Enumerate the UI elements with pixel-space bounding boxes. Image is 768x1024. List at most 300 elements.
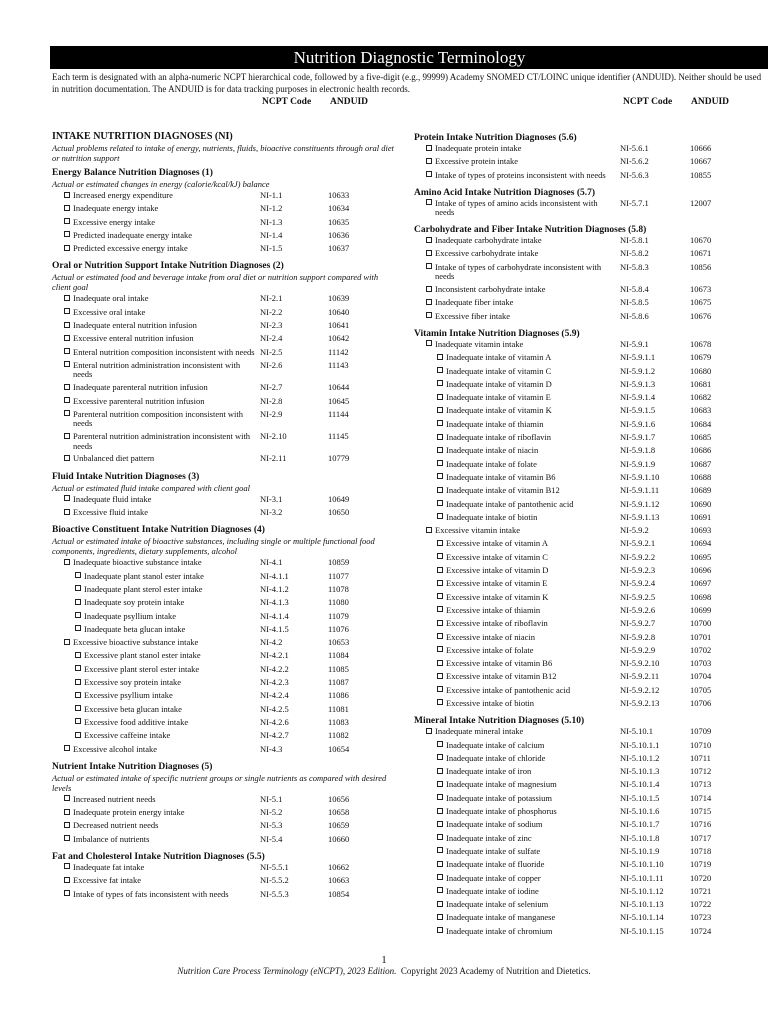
section-heading: Protein Intake Nutrition Diagnoses (5.6) <box>414 133 577 143</box>
checkbox-icon <box>437 686 443 692</box>
diagnosis-row <box>414 780 768 793</box>
diagnosis-row <box>414 834 768 847</box>
checkbox-icon <box>64 509 70 515</box>
diagnosis-label: Excessive plant stanol ester intake <box>84 650 201 661</box>
diagnosis-label: Inconsistent carbohydrate intake <box>435 284 546 295</box>
diagnosis-row <box>414 473 768 486</box>
diagnosis-label: Inadequate fluid intake <box>73 493 152 504</box>
ncpt-code: NI-5.3 <box>260 820 283 831</box>
diagnosis-label: Increased nutrient needs <box>73 793 156 804</box>
diagnosis-label: Excessive caffeine intake <box>84 730 171 741</box>
ncpt-code: NI-4.1 <box>260 557 283 568</box>
diagnosis-row <box>52 598 397 611</box>
checkbox-icon <box>64 245 70 251</box>
diagnosis-row <box>414 157 768 170</box>
anduid: 10693 <box>690 525 712 536</box>
diagnosis-row <box>52 705 397 718</box>
anduid: 10696 <box>690 565 712 576</box>
diagnosis-label: Inadequate psyllium intake <box>84 610 177 621</box>
checkbox-icon <box>64 218 70 224</box>
checkbox-icon <box>437 741 443 747</box>
diagnosis-label: Excessive intake of pantothenic acid <box>446 684 571 695</box>
ncpt-code: NI-5.8.4 <box>620 284 649 295</box>
diagnosis-label: Inadequate intake of vitamin D <box>446 378 552 389</box>
diagnosis-row <box>414 406 768 419</box>
section-description: Actual or estimated intake of specific nutrient groups or single nutrients as compared with desired levels <box>52 772 387 793</box>
ncpt-code: NI-4.1.2 <box>260 583 289 594</box>
diagnosis-row <box>414 820 768 833</box>
ncpt-code: NI-5.4 <box>260 833 283 844</box>
ncpt-code: NI-5.8.6 <box>620 310 649 321</box>
diagnosis-label: Excessive protein intake <box>435 156 519 167</box>
intro-paragraph: Each term is designated with an alpha-numeric NCPT hierarchical code, followed by a five-digit (e.g., 99999) Academy SNOMED CT/LOINC unique identifier (ANDUID). Neither should be used in nutrition documentation. The ANDUID is for data tracking purposes in electronic health records. <box>52 72 762 94</box>
ncpt-code: NI-5.9.2.8 <box>620 631 656 642</box>
diagnosis-row <box>414 513 768 526</box>
ncpt-code: NI-3.1 <box>260 493 283 504</box>
diagnosis-label: Inadequate intake of magnesium <box>446 779 557 790</box>
ncpt-code: NI-5.9.2.12 <box>620 684 660 695</box>
ncpt-code: NI-5.8.5 <box>620 297 649 308</box>
anduid: 10685 <box>690 432 712 443</box>
anduid: 10718 <box>690 845 712 856</box>
anduid: 10682 <box>690 392 712 403</box>
anduid: 10640 <box>328 306 350 317</box>
ncpt-code: NI-2.5 <box>260 346 283 357</box>
diagnosis-row <box>414 900 768 913</box>
ncpt-code: NI-5.9.2.11 <box>620 671 660 682</box>
section-heading: Vitamin Intake Nutrition Diagnoses (5.9) <box>414 328 580 339</box>
diagnosis-label: Intake of types of fats inconsistent with needs <box>73 888 229 899</box>
diagnosis-row <box>52 572 397 585</box>
section-heading: Fluid Intake Nutrition Diagnoses (3) <box>52 471 200 482</box>
diagnosis-label: Inadequate energy intake <box>73 203 159 214</box>
diagnosis-row <box>414 847 768 860</box>
anduid: 10856 <box>690 261 712 272</box>
anduid: 10642 <box>328 333 350 344</box>
anduid: 11082 <box>328 730 349 741</box>
diagnosis-row <box>414 887 768 900</box>
anduid-header: ANDUID <box>330 97 368 107</box>
ncpt-code: NI-4.2 <box>260 637 283 648</box>
ncpt-code: NI-5.10.1.2 <box>620 752 660 763</box>
ncpt-code: NI-4.1.1 <box>260 570 289 581</box>
diagnosis-label: Inadequate intake of biotin <box>446 511 538 522</box>
checkbox-icon <box>64 410 70 416</box>
diagnosis-row <box>414 460 768 473</box>
checkbox-icon <box>437 660 443 666</box>
anduid: 10636 <box>328 229 350 240</box>
ncpt-code-header: NCPT Code <box>623 97 673 107</box>
diagnosis-label: Inadequate enteral nutrition infusion <box>73 320 197 331</box>
checkbox-icon <box>437 754 443 760</box>
right-column <box>414 97 768 940</box>
diagnosis-row <box>414 754 768 767</box>
checkbox-icon <box>64 335 70 341</box>
ncpt-code: NI-5.9.2.3 <box>620 565 656 576</box>
checkbox-icon <box>437 593 443 599</box>
ncpt-code: NI-4.1.3 <box>260 597 289 608</box>
diagnosis-label: Excessive intake of vitamin D <box>446 565 549 576</box>
diagnosis-label: Excessive energy intake <box>73 216 155 227</box>
anduid: 10645 <box>328 395 350 406</box>
diagnosis-row <box>52 410 397 432</box>
diagnosis-row <box>414 171 768 184</box>
diagnosis-label: Excessive vitamin intake <box>435 525 520 536</box>
diagnosis-row <box>414 312 768 325</box>
diagnosis-row <box>52 348 397 361</box>
diagnosis-label: Intake of types of proteins inconsistent with needs <box>435 169 606 180</box>
ncpt-code: NI-5.10.1.9 <box>620 845 660 856</box>
diagnosis-row <box>52 795 397 808</box>
ncpt-code: NI-5.2 <box>260 807 283 818</box>
diagnosis-label: Inadequate intake of vitamin B12 <box>446 485 560 496</box>
diagnosis-row <box>414 927 768 940</box>
footer-copyright: Copyright 2023 Academy of Nutrition and Dietetics. <box>400 966 591 976</box>
diagnosis-row <box>52 204 397 217</box>
ncpt-code: NI-5.9.2.4 <box>620 578 656 589</box>
anduid: 10703 <box>690 658 712 669</box>
ncpt-code: NI-5.7.1 <box>620 197 649 208</box>
anduid: 10633 <box>328 190 350 200</box>
anduid: 10653 <box>328 637 350 648</box>
ncpt-code: NI-1.4 <box>260 229 283 240</box>
anduid: 10722 <box>690 899 712 910</box>
diagnosis-row <box>52 308 397 321</box>
anduid: 10710 <box>690 739 712 750</box>
diagnosis-label: Inadequate intake of copper <box>446 872 541 883</box>
diagnosis-row <box>52 651 397 664</box>
ncpt-code: NI-5.10.1.4 <box>620 779 660 790</box>
checkbox-icon <box>437 861 443 867</box>
ncpt-code: NI-5.10.1.3 <box>620 766 660 777</box>
anduid: 10683 <box>690 405 712 416</box>
diagnosis-label: Excessive intake of folate <box>446 644 534 655</box>
ncpt-code: NI-5.9.1.7 <box>620 432 656 443</box>
diagnosis-row <box>414 566 768 579</box>
ncpt-code: NI-5.5.3 <box>260 888 289 899</box>
checkbox-icon <box>437 567 443 573</box>
diagnosis-label: Inadequate intake of fluoride <box>446 859 545 870</box>
ncpt-code: NI-5.5.2 <box>260 875 289 886</box>
diagnosis-label: Inadequate parenteral nutrition infusion <box>73 382 208 393</box>
diagnosis-label: Inadequate intake of vitamin E <box>446 392 551 403</box>
diagnosis-label: Inadequate intake of sodium <box>446 819 543 830</box>
checkbox-icon <box>75 679 81 685</box>
checkbox-icon <box>437 847 443 853</box>
diagnosis-label: Inadequate intake of selenium <box>446 899 549 910</box>
ncpt-code: NI-5.9.1.6 <box>620 418 656 429</box>
checkbox-icon <box>437 887 443 893</box>
right-sections <box>414 132 768 940</box>
diagnosis-row <box>414 579 768 592</box>
diagnosis-row <box>414 486 768 499</box>
ncpt-code: NI-5.8.1 <box>620 235 649 246</box>
ncpt-code: NI-5.8.3 <box>620 261 649 272</box>
diagnosis-label: Inadequate intake of chloride <box>446 752 546 763</box>
diagnosis-label: Excessive intake of vitamin K <box>446 591 549 602</box>
anduid: 10681 <box>690 378 712 389</box>
diagnosis-row <box>414 380 768 393</box>
ncpt-code: NI-2.1 <box>260 293 283 304</box>
diagnosis-label: Inadequate mineral intake <box>435 726 524 737</box>
section-description: Actual or estimated fluid intake compared with client goal <box>52 482 250 493</box>
ncpt-code: NI-5.6.1 <box>620 143 649 153</box>
anduid: 10712 <box>690 766 712 777</box>
diagnosis-row <box>52 612 397 625</box>
checkbox-icon <box>64 433 70 439</box>
diagnosis-row <box>414 767 768 780</box>
diagnosis-row <box>52 665 397 678</box>
ncpt-code: NI-4.1.5 <box>260 623 289 634</box>
diagnosis-label: Excessive plant sterol ester intake <box>84 663 200 674</box>
anduid: 10662 <box>328 861 350 872</box>
ncpt-code: NI-4.2.3 <box>260 677 289 688</box>
anduid: 10697 <box>690 578 712 589</box>
anduid: 10639 <box>328 293 350 304</box>
diagnosis-label: Inadequate intake of sulfate <box>446 845 541 856</box>
checkbox-icon <box>437 620 443 626</box>
diagnosis-label: Excessive intake of vitamin C <box>446 551 548 562</box>
left-sections <box>52 167 397 903</box>
anduid: 10723 <box>690 912 712 923</box>
anduid: 10704 <box>690 671 712 682</box>
anduid: 10702 <box>690 644 712 655</box>
checkbox-icon <box>64 322 70 328</box>
checkbox-icon <box>75 692 81 698</box>
diagnosis-row <box>52 745 397 758</box>
checkbox-icon <box>426 237 432 243</box>
diagnosis-label: Predicted inadequate energy intake <box>73 229 193 240</box>
ncpt-code: NI-2.2 <box>260 306 283 317</box>
ncpt-code: NI-2.3 <box>260 320 283 331</box>
diagnosis-label: Excessive intake of vitamin E <box>446 578 548 589</box>
anduid: 10690 <box>690 498 712 509</box>
diagnosis-label: Inadequate intake of niacin <box>446 445 539 456</box>
diagnosis-label: Excessive parenteral nutrition infusion <box>73 395 205 406</box>
checkbox-icon <box>64 745 70 751</box>
diagnosis-label: Inadequate intake of pantothenic acid <box>446 498 574 509</box>
checkbox-icon <box>75 612 81 618</box>
checkbox-icon <box>437 606 443 612</box>
diagnosis-label: Inadequate intake of vitamin B6 <box>446 471 556 482</box>
diagnosis-label: Excessive oral intake <box>73 306 146 317</box>
checkbox-icon <box>437 447 443 453</box>
ncpt-code: NI-1.2 <box>260 203 283 214</box>
ncpt-code: NI-5.6.2 <box>620 156 649 167</box>
diagnosis-label: Excessive fluid intake <box>73 507 149 518</box>
diagnosis-row <box>414 263 768 285</box>
column-headers <box>52 97 397 111</box>
anduid: 10676 <box>690 310 712 321</box>
checkbox-icon <box>437 808 443 814</box>
diagnosis-row <box>52 361 397 383</box>
anduid: 10700 <box>690 618 712 629</box>
checkbox-icon <box>437 673 443 679</box>
ncpt-code-header: NCPT Code <box>262 97 312 107</box>
checkbox-icon <box>426 171 432 177</box>
diagnosis-label: Inadequate intake of chromium <box>446 925 553 936</box>
ncpt-code: NI-2.8 <box>260 395 283 406</box>
diagnosis-label: Decreased nutrient needs <box>73 820 159 831</box>
diagnosis-row <box>52 294 397 307</box>
diagnosis-label: Excessive intake of thiamin <box>446 604 541 615</box>
diagnosis-row <box>414 433 768 446</box>
checkbox-icon <box>75 572 81 578</box>
checkbox-icon <box>64 809 70 815</box>
anduid: 10701 <box>690 631 712 642</box>
diagnosis-label: Inadequate beta glucan intake <box>84 623 186 634</box>
diagnosis-label: Inadequate intake of iodine <box>446 885 539 896</box>
section-heading: Nutrient Intake Nutrition Diagnoses (5) <box>52 761 213 772</box>
diagnosis-label: Inadequate intake of thiamin <box>446 418 544 429</box>
diagnosis-label: Inadequate intake of phosphorus <box>446 806 557 817</box>
ncpt-code: NI-4.2.1 <box>260 650 289 661</box>
checkbox-icon <box>426 527 432 533</box>
diagnosis-row <box>52 678 397 691</box>
ncpt-code: NI-5.9.1.11 <box>620 485 660 496</box>
ncpt-code: NI-5.9.2.9 <box>620 644 656 655</box>
anduid: 11142 <box>328 346 349 357</box>
ncpt-code: NI-5.9.1.8 <box>620 445 656 456</box>
ncpt-code: NI-5.9.1.12 <box>620 498 660 509</box>
ncpt-code: NI-4.2.7 <box>260 730 289 741</box>
ncpt-code: NI-5.10.1 <box>620 726 654 737</box>
checkbox-icon <box>75 665 81 671</box>
anduid: 10695 <box>690 551 712 562</box>
diagnosis-label: Excessive alcohol intake <box>73 743 158 754</box>
anduid: 10658 <box>328 807 350 818</box>
ncpt-code: NI-5.10.1.5 <box>620 792 660 803</box>
diagnosis-row <box>52 718 397 731</box>
diagnosis-row <box>414 672 768 685</box>
anduid: 10673 <box>690 284 712 295</box>
anduid: 10680 <box>690 365 712 376</box>
checkbox-icon <box>64 205 70 211</box>
anduid: 10649 <box>328 493 350 504</box>
checkbox-icon <box>64 384 70 390</box>
anduid: 11084 <box>328 650 349 661</box>
ncpt-code: NI-5.9.1.2 <box>620 365 656 376</box>
anduid: 10686 <box>690 445 712 456</box>
diagnosis-row <box>414 420 768 433</box>
anduid: 11085 <box>328 663 349 674</box>
anduid: 10717 <box>690 832 712 843</box>
checkbox-icon <box>426 728 432 734</box>
diagnosis-row <box>52 495 397 508</box>
anduid: 10659 <box>328 820 350 831</box>
checkbox-icon <box>426 199 432 205</box>
diagnosis-label: Enteral nutrition administration inconsistent with needs <box>73 359 241 380</box>
diagnosis-row <box>414 807 768 820</box>
checkbox-icon <box>426 145 432 151</box>
anduid: 10656 <box>328 793 350 804</box>
diagnosis-row <box>414 913 768 926</box>
diagnosis-row <box>414 874 768 887</box>
diagnosis-row <box>414 606 768 619</box>
diagnosis-row <box>414 646 768 659</box>
ncpt-code: NI-5.6.3 <box>620 169 649 180</box>
diagnosis-row <box>52 731 397 744</box>
checkbox-icon <box>75 599 81 605</box>
anduid: 10719 <box>690 859 712 870</box>
anduid: 10634 <box>328 203 350 214</box>
anduid: 11145 <box>328 431 349 442</box>
section-heading: Oral or Nutrition Support Intake Nutrition Diagnoses (2) <box>52 261 284 272</box>
checkbox-icon <box>437 460 443 466</box>
diagnosis-label: Parenteral nutrition administration inconsistent with needs <box>73 431 251 451</box>
diagnosis-label: Excessive intake of niacin <box>446 631 535 642</box>
diagnosis-label: Enteral nutrition composition inconsistent with needs <box>73 346 255 357</box>
anduid: 10687 <box>690 458 712 469</box>
ncpt-code: NI-5.9.1.1 <box>620 352 656 363</box>
checkbox-icon <box>437 901 443 907</box>
ncpt-code: NI-2.9 <box>260 408 283 419</box>
ncpt-code: NI-5.9.2.5 <box>620 591 656 602</box>
ncpt-code: NI-5.10.1.7 <box>620 819 660 830</box>
checkbox-icon <box>64 890 70 896</box>
checkbox-icon <box>437 354 443 360</box>
diagnosis-label: Inadequate fat intake <box>73 861 145 872</box>
ncpt-code: NI-1.5 <box>260 243 283 254</box>
diagnosis-label: Excessive beta glucan intake <box>84 703 182 714</box>
checkbox-icon <box>75 718 81 724</box>
checkbox-icon <box>437 513 443 519</box>
checkbox-icon <box>437 580 443 586</box>
checkbox-icon <box>437 367 443 373</box>
ncpt-code: NI-5.10.1.1 <box>620 739 660 750</box>
checkbox-icon <box>437 434 443 440</box>
diagnosis-row <box>52 808 397 821</box>
checkbox-icon <box>64 361 70 367</box>
anduid: 10679 <box>690 352 712 363</box>
anduid: 10711 <box>690 752 711 763</box>
major-heading: INTAKE NUTRITION DIAGNOSES (NI) <box>52 131 233 142</box>
anduid: 10709 <box>690 726 712 737</box>
checkbox-icon <box>437 646 443 652</box>
page-number: 1 <box>381 954 387 966</box>
anduid: 11143 <box>328 359 349 370</box>
checkbox-icon <box>437 781 443 787</box>
anduid: 10854 <box>328 888 350 899</box>
checkbox-icon <box>64 835 70 841</box>
diagnosis-row <box>414 741 768 754</box>
diagnosis-row <box>414 539 768 552</box>
anduid: 11079 <box>328 610 349 621</box>
diagnosis-row <box>414 298 768 311</box>
anduid: 10689 <box>690 485 712 496</box>
diagnosis-label: Inadequate intake of folate <box>446 458 537 469</box>
checkbox-icon <box>426 263 432 269</box>
diagnosis-row <box>52 558 397 571</box>
anduid: 10694 <box>690 538 712 549</box>
section-heading: Mineral Intake Nutrition Diagnoses (5.10) <box>414 716 585 727</box>
checkbox-icon <box>437 834 443 840</box>
anduid: 10705 <box>690 684 712 695</box>
ncpt-code: NI-5.9.1.13 <box>620 511 660 522</box>
diagnosis-label: Intake of types of carbohydrate inconsistent with needs <box>435 261 602 282</box>
checkbox-icon <box>426 286 432 292</box>
diagnosis-row <box>414 526 768 539</box>
anduid-header: ANDUID <box>691 97 729 107</box>
checkbox-icon <box>437 407 443 413</box>
ncpt-code: NI-5.9.1.3 <box>620 378 656 389</box>
diagnosis-row <box>52 508 397 521</box>
diagnosis-row <box>52 244 397 257</box>
anduid: 10684 <box>690 418 712 429</box>
anduid: 10779 <box>328 453 350 464</box>
ncpt-code: NI-5.10.1.6 <box>620 806 660 817</box>
section-description: Actual or estimated food and beverage intake from oral diet or nutrition support compared with client goal <box>52 272 379 293</box>
